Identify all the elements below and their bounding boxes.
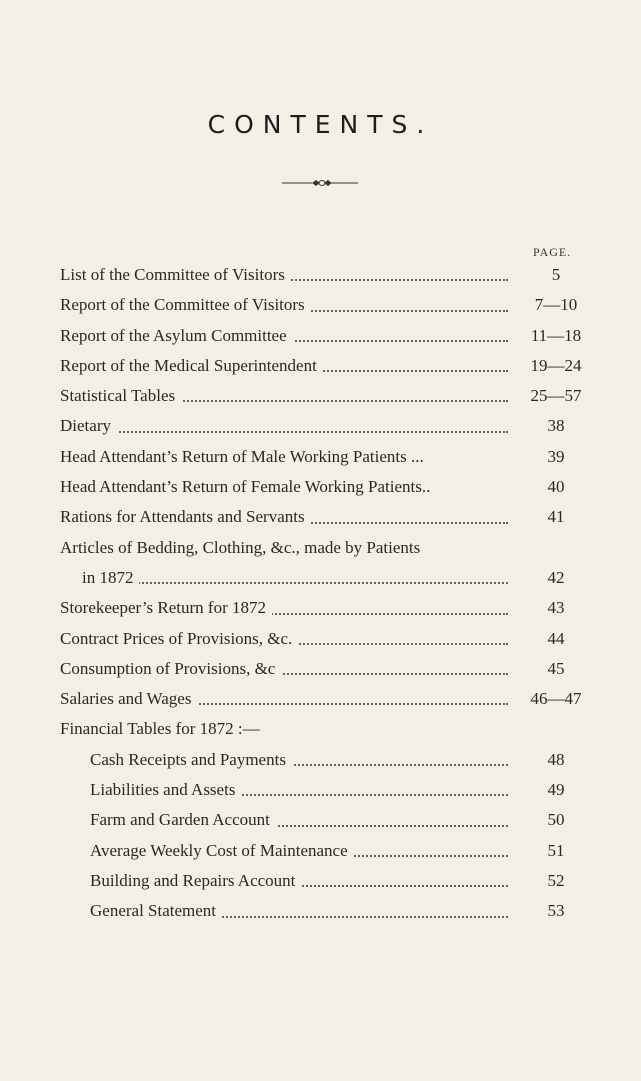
toc-entry bbox=[60, 381, 600, 411]
toc-entry bbox=[60, 533, 600, 563]
entry-label: Rations for Attendants and Servants bbox=[60, 507, 311, 526]
toc-entry bbox=[60, 624, 600, 654]
toc-entry bbox=[60, 290, 600, 320]
entry-label: Storekeeper’s Return for 1872 bbox=[60, 598, 272, 617]
entry-page: 52 bbox=[512, 866, 600, 896]
entry-page: 11—18 bbox=[512, 321, 600, 351]
toc-section-heading bbox=[60, 714, 600, 744]
toc-entry bbox=[60, 321, 600, 351]
entry-page: 53 bbox=[512, 896, 600, 926]
toc-entry bbox=[60, 351, 600, 381]
entry-label: Average Weekly Cost of Maintenance bbox=[90, 841, 354, 860]
toc-subentry bbox=[60, 836, 600, 866]
entry-label: List of the Committee of Visitors bbox=[60, 265, 291, 284]
entry-page: 40 bbox=[512, 472, 600, 502]
entry-label: Head Attendant’s Return of Male Working Patients ... bbox=[60, 447, 430, 466]
entry-label: Consumption of Provisions, &c bbox=[60, 659, 281, 678]
entry-label: Farm and Garden Account bbox=[90, 810, 276, 829]
toc-subentry bbox=[60, 866, 600, 896]
ornament-divider bbox=[282, 177, 358, 189]
entry-label: Statistical Tables bbox=[60, 386, 181, 405]
entry-label: Contract Prices of Provisions, &c. bbox=[60, 629, 298, 648]
entry-label: Building and Repairs Account bbox=[90, 871, 301, 890]
entry-label: Cash Receipts and Payments bbox=[90, 750, 292, 769]
entry-label: Salaries and Wages bbox=[60, 689, 197, 708]
entry-page: 51 bbox=[512, 836, 600, 866]
entry-page: 41 bbox=[512, 502, 600, 532]
entry-label: Report of the Medical Superintendent bbox=[60, 356, 323, 375]
entry-page: 7—10 bbox=[512, 290, 600, 320]
toc-subentry bbox=[60, 745, 600, 775]
toc-entry bbox=[60, 563, 600, 593]
toc-entry bbox=[60, 654, 600, 684]
entry-page: 38 bbox=[512, 411, 600, 441]
entry-page: 43 bbox=[512, 593, 600, 623]
entry-page: 19—24 bbox=[512, 351, 600, 381]
entry-label: Financial Tables for 1872 :— bbox=[60, 719, 266, 738]
toc-entry bbox=[60, 593, 600, 623]
entry-page: 50 bbox=[512, 805, 600, 835]
toc-entry bbox=[60, 472, 600, 502]
entry-page: 48 bbox=[512, 745, 600, 775]
toc-subentry bbox=[60, 896, 600, 926]
toc-entry bbox=[60, 442, 600, 472]
entry-label: in 1872 bbox=[82, 568, 139, 587]
toc-entry bbox=[60, 411, 600, 441]
toc-entry bbox=[60, 684, 600, 714]
page-title: CONTENTS. bbox=[207, 110, 434, 139]
page-column-header: PAGE. bbox=[533, 245, 572, 259]
toc-entry bbox=[60, 502, 600, 532]
entry-label: Report of the Committee of Visitors bbox=[60, 295, 311, 314]
table-of-contents bbox=[60, 260, 600, 927]
entry-page: 45 bbox=[512, 654, 600, 684]
entry-label: Head Attendant’s Return of Female Working Patients.. bbox=[60, 477, 436, 496]
entry-page: 42 bbox=[512, 563, 600, 593]
toc-entry bbox=[60, 260, 600, 290]
entry-page: 25—57 bbox=[512, 381, 600, 411]
toc-subentry bbox=[60, 805, 600, 835]
entry-label: Report of the Asylum Committee bbox=[60, 326, 293, 345]
leader-dots bbox=[60, 431, 508, 433]
entry-label: Dietary bbox=[60, 416, 117, 435]
entry-label: General Statement bbox=[90, 901, 222, 920]
entry-label: Liabilities and Assets bbox=[90, 780, 241, 799]
entry-page: 39 bbox=[512, 442, 600, 472]
entry-page: 5 bbox=[512, 260, 600, 290]
leader-dots bbox=[82, 582, 508, 584]
toc-subentry bbox=[60, 775, 600, 805]
entry-page: 49 bbox=[512, 775, 600, 805]
entry-page: 44 bbox=[512, 624, 600, 654]
entry-page: 46—47 bbox=[512, 684, 600, 714]
entry-label: Articles of Bedding, Clothing, &c., made by Patients bbox=[60, 538, 426, 557]
